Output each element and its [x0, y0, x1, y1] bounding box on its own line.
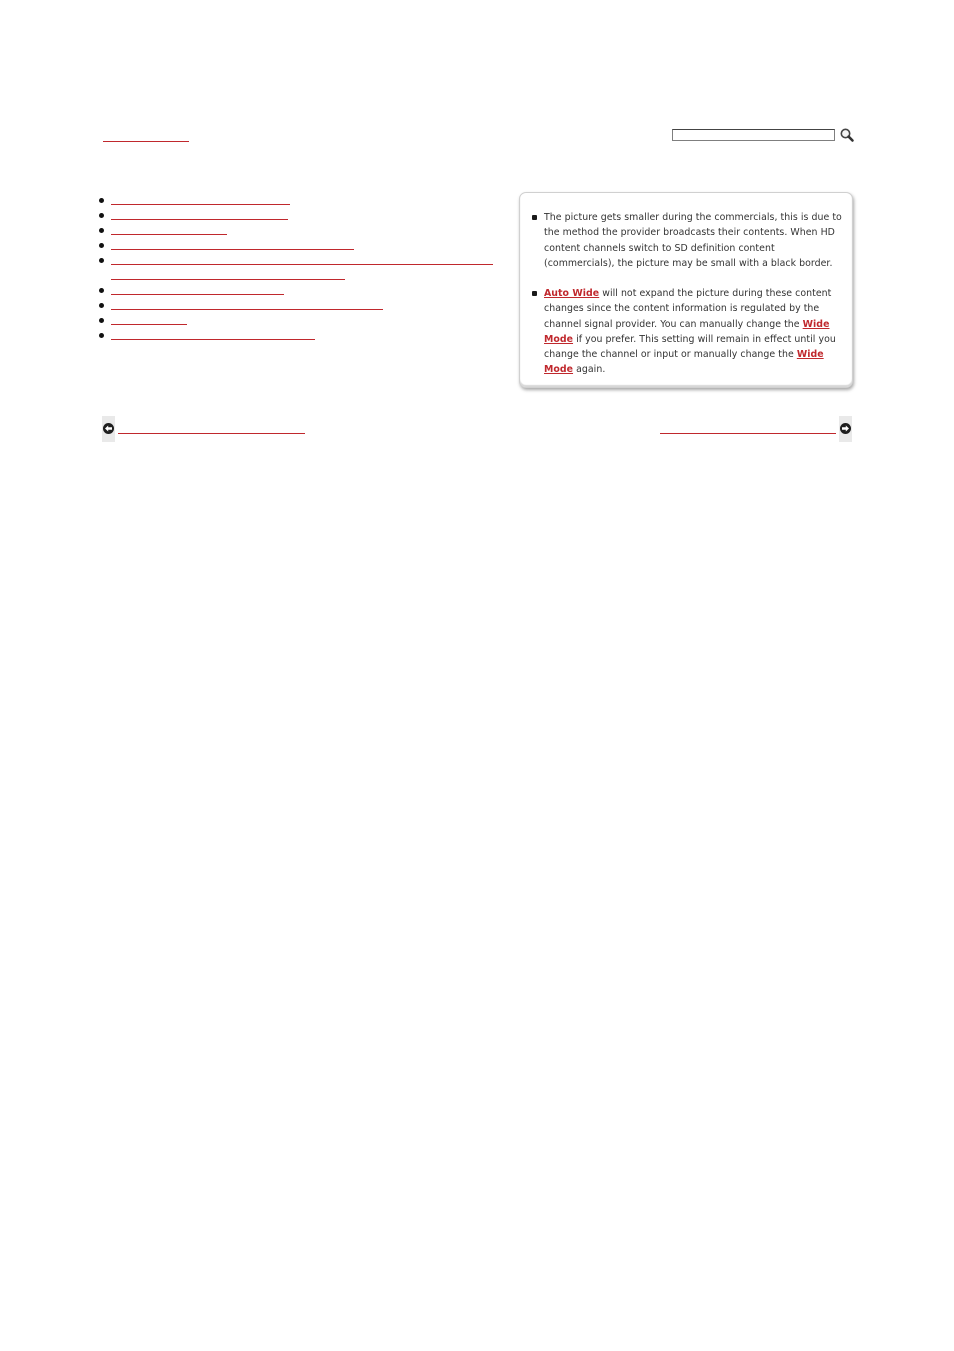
prev-page-link[interactable]	[118, 421, 305, 434]
list-item[interactable]	[96, 254, 516, 284]
arrow-right-circle-icon	[840, 423, 851, 434]
info-item	[544, 210, 842, 271]
topic-link[interactable]	[111, 294, 284, 295]
info-item-text: will not expand the picture during these content changes since the content information is regulated by the channel signal provider. You can manually change the	[544, 288, 832, 330]
bullet	[99, 333, 104, 338]
topic-link[interactable]	[111, 264, 493, 265]
bullet	[99, 213, 104, 218]
magnifier-icon	[839, 127, 855, 143]
topic-link[interactable]	[111, 339, 315, 340]
bullet	[99, 258, 104, 263]
next-page-button[interactable]	[839, 416, 852, 442]
list-item[interactable]	[96, 299, 516, 314]
topic-link[interactable]	[111, 219, 288, 220]
prev-page-button[interactable]	[102, 416, 115, 442]
topic-link[interactable]	[111, 204, 290, 205]
topic-link[interactable]	[111, 249, 354, 250]
search-input[interactable]	[672, 129, 835, 141]
info-item-text: again.	[573, 364, 606, 376]
info-item-text: if you prefer. This setting will remain in effect until you change the channel or input or manually change the	[544, 333, 836, 361]
list-item[interactable]	[96, 209, 516, 224]
next-page-link[interactable]	[660, 421, 836, 434]
square-bullet	[532, 291, 537, 296]
bullet	[99, 243, 104, 248]
bullet	[99, 303, 104, 308]
topic-link[interactable]	[111, 309, 383, 310]
list-item[interactable]	[96, 224, 516, 239]
bullet	[99, 318, 104, 323]
info-panel	[519, 192, 853, 388]
search-button[interactable]	[839, 127, 855, 143]
wide-mode-link[interactable]: Wide Mode	[544, 318, 830, 345]
bullet	[99, 198, 104, 203]
list-item[interactable]	[96, 284, 516, 299]
square-bullet	[532, 215, 537, 220]
auto-wide-link[interactable]: Auto Wide	[544, 288, 600, 299]
topic-link[interactable]	[111, 324, 187, 325]
list-item[interactable]	[96, 239, 516, 254]
list-item[interactable]	[96, 314, 516, 329]
topic-link-continuation[interactable]	[111, 279, 345, 280]
list-item[interactable]	[96, 329, 516, 344]
wide-mode-link[interactable]: Wide Mode	[544, 349, 824, 376]
info-item-text: The picture gets smaller during the commercials, this is due to the method the provider broadcasts their contents. When HD content channels switch to SD definition content (commercials), the picture may be small with a black border.	[544, 212, 842, 269]
topic-link-list	[96, 194, 516, 344]
topic-link[interactable]	[111, 234, 227, 235]
top-nav-link[interactable]	[103, 129, 189, 142]
arrow-left-circle-icon	[103, 423, 114, 434]
bullet	[99, 228, 104, 233]
info-item	[544, 286, 842, 378]
bullet	[99, 288, 104, 293]
list-item[interactable]	[96, 194, 516, 209]
